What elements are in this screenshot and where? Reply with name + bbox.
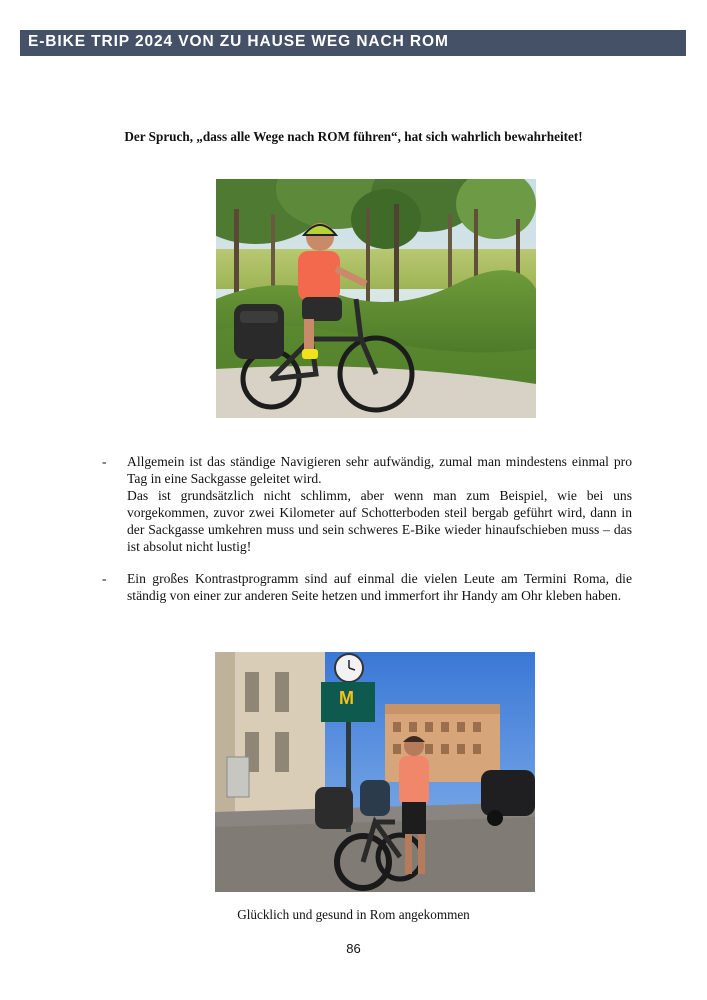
photo-caption: Glücklich und gesund in Rom angekommen: [237, 907, 470, 922]
bullet-item-termini-roma: [102, 570, 632, 604]
bullet-item-navigation: [102, 453, 632, 555]
photo-cyclist-rome-street-icon: [215, 652, 535, 892]
motto-heading: Der Spruch, „dass alle Wege nach ROM führen“, hat sich wahrlich bewahrheitet!: [124, 129, 583, 144]
bullet-marker: -: [102, 571, 107, 586]
photo-cyclist-country-path: [216, 179, 536, 418]
header-bar: [20, 30, 686, 56]
page-number: 86: [346, 941, 361, 956]
bullet-paragraph: Ein großes Kontrastprogramm sind auf einmal die vielen Leute am Termini Roma, die ständig von einer zur anderen Seite hetzen und immerfort ihr Handy am Ohr kleben haben.: [127, 571, 632, 603]
mcdonalds-sign-letter: M: [339, 688, 354, 708]
photo-cyclist-rome-street: [215, 652, 535, 892]
bullet-paragraph: Das ist grundsätzlich nicht schlimm, aber wenn man zum Beispiel, wie bei uns vorgekommen, zuvor zwei Kilometer auf Schotterboden steil bergab geführt wird, dann in der Sackgasse umkehren muss und sein schweres E-Bike wieder hinaufschieben muss – das ist absolut nicht lustig!: [127, 488, 632, 554]
photo-cyclist-country-path-icon: [216, 179, 536, 418]
bullet-marker: -: [102, 454, 107, 469]
header-title: E-BIKE TRIP 2024 VON ZU HAUSE WEG NACH ROM: [28, 33, 449, 50]
bullet-paragraph: Allgemein ist das ständige Navigieren sehr aufwändig, zumal man mindestens einmal pro Tag in eine Sackgasse geleitet wird.: [127, 454, 632, 486]
